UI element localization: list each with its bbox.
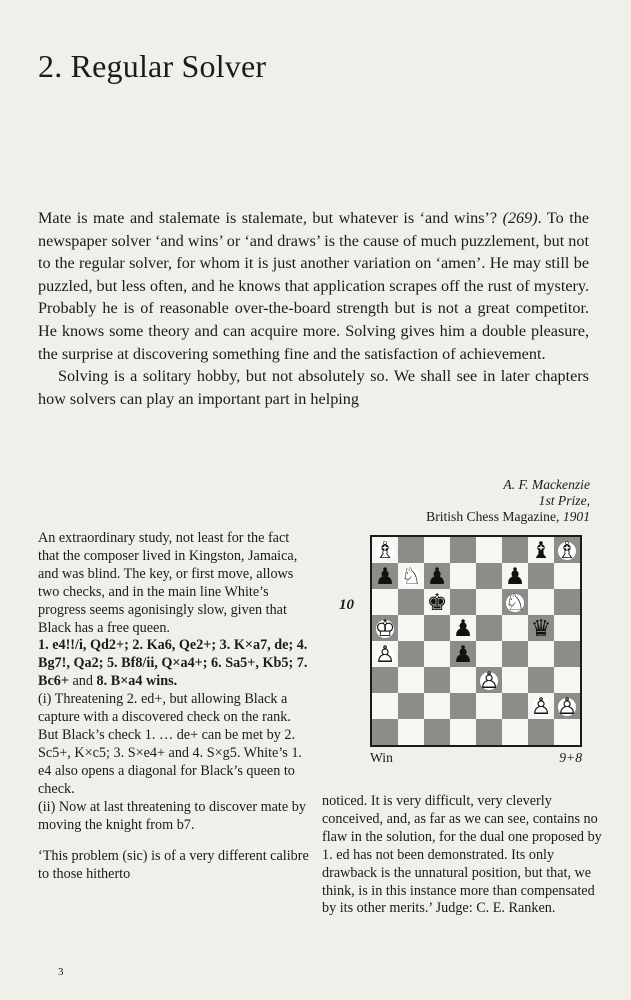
- main-line-joiner: and: [72, 673, 93, 690]
- board-square: [398, 719, 424, 745]
- board-square: [502, 537, 528, 563]
- note-i: (i) Threatening 2. ed+, but allowing Black a capture with a discovered check on the rank. But Black’s check 1. … de+ can be met by 2. Sc5+, K×c5; 3. S×e4+ and 4. S×g5. White’s 1. e4 also opens a diagonal for Black’s queen to check.: [38, 691, 302, 797]
- board-square: [398, 589, 424, 615]
- board-square: [554, 719, 580, 745]
- board-square: [424, 693, 450, 719]
- paragraph-1-start: Mate is mate and stalemate is stalemate, but whatever is ‘and wins’?: [38, 209, 498, 227]
- page-number: 3: [58, 966, 64, 978]
- right-column: [322, 793, 602, 918]
- board-square: [398, 615, 424, 641]
- board-square: [554, 615, 580, 641]
- composer-name: A. F. Mackenzie: [503, 477, 590, 492]
- board-square: [476, 537, 502, 563]
- source-line: [340, 509, 590, 525]
- diagram-number: 10: [339, 597, 354, 613]
- paragraph-2: Solving is a solitary hobby, but not absolutely so. We shall see in later chapters how solvers can play an important part in helping: [38, 367, 589, 408]
- black-pawn-icon: ♟: [452, 616, 474, 642]
- paragraph-1: [38, 207, 589, 365]
- diagram-caption: [340, 477, 590, 525]
- board-square: [476, 641, 502, 667]
- board-square: [398, 641, 424, 667]
- board-square: [476, 615, 502, 641]
- left-column: [38, 530, 310, 884]
- chess-diagram: [370, 535, 582, 747]
- board-square: [502, 641, 528, 667]
- main-line-finish: 8. B×a4 wins.: [96, 673, 178, 690]
- board-square: [554, 667, 580, 693]
- white-bishop-icon: ♗: [556, 538, 578, 564]
- board-square: [528, 563, 554, 589]
- white-knight-icon: ♘: [504, 590, 526, 616]
- board-square: [424, 719, 450, 745]
- chessboard: [372, 537, 580, 745]
- board-square: [398, 667, 424, 693]
- black-pawn-icon: ♟: [374, 564, 396, 590]
- board-square: [502, 719, 528, 745]
- paragraph-1-rest: . To the newspaper solver ‘and wins’ or ‘and draws’ is the cause of much puzzlement, but not to the regular solver, for whom it is just another variation on ‘amen’. He may still be puzzled, but less often, and he knows that application scrapes off the rust of mystery. Probably he is of reasonable over-the-board strength but is not a great competitor. He knows some theory and can acquire more. Solving gives him a double pleasure, the surprise at discovering something fine and the satisfaction of achievement.: [38, 209, 589, 363]
- board-square: [424, 667, 450, 693]
- board-square: [398, 693, 424, 719]
- board-square: [528, 667, 554, 693]
- black-queen-icon: ♛: [530, 616, 552, 642]
- board-square: [528, 589, 554, 615]
- board-square: [450, 693, 476, 719]
- white-knight-icon: ♘: [400, 564, 422, 590]
- source-year: 1901: [562, 509, 590, 524]
- white-bishop-icon: ♗: [374, 538, 396, 564]
- judge-quote-end: noticed. It is very difficult, very cleverly conceived, and, as far as we can see, contains no flaw in the solution, for the dual one proposed by 1. ed has not been demonstrated. Its only drawback is the unnatural position, but that, we think, is in this instance more than compensated by its other merits.’ Judge: C. E. Ranken.: [322, 793, 602, 917]
- board-square: [476, 719, 502, 745]
- note-ii: (ii) Now at last threatening to discover mate by moving the knight from b7.: [38, 798, 306, 833]
- stipulation: Win: [370, 750, 393, 765]
- board-square: [502, 693, 528, 719]
- black-pawn-icon: ♟: [426, 564, 448, 590]
- main-line-moves: 1. e4!!/i, Qd2+; 2. Ka6, Qe2+; 3. K×a7, de; 4. Bg7!, Qa2; 5. Bf8/ii, Q×a4+; 6. Sa5+, Kb5; 7. Bc6+: [38, 637, 308, 690]
- black-pawn-icon: ♟: [452, 642, 474, 668]
- main-line: [38, 637, 310, 691]
- board-square: [502, 667, 528, 693]
- main-body-text: [38, 207, 589, 410]
- board-square: [424, 537, 450, 563]
- black-king-icon: ♚: [426, 590, 448, 616]
- study-intro: An extraordinary study, not least for the fact that the composer lived in Kingston, Jamaica, and was blind. The key, or first move, allows two checks, and in the main line White’s progress seems agonisingly slow, given that Black has a free queen.: [38, 530, 298, 636]
- board-square: [554, 641, 580, 667]
- board-square: [528, 719, 554, 745]
- board-square: [372, 719, 398, 745]
- board-square: [424, 615, 450, 641]
- board-square: [476, 563, 502, 589]
- board-square: [450, 667, 476, 693]
- judge-quote-start: ‘This problem (sic) is of a very different calibre to those hitherto: [38, 848, 309, 883]
- chapter-title: 2. Regular Solver: [38, 48, 267, 84]
- white-pawn-icon: ♙: [478, 668, 500, 694]
- prize-label: 1st Prize,: [538, 493, 590, 508]
- white-pawn-icon: ♙: [556, 694, 578, 720]
- board-square: [450, 589, 476, 615]
- board-square: [554, 589, 580, 615]
- board-square: [554, 563, 580, 589]
- piece-count: 9+8: [559, 750, 582, 765]
- board-square: [476, 693, 502, 719]
- board-square: [528, 641, 554, 667]
- board-square: [424, 641, 450, 667]
- source-name: British Chess Magazine,: [426, 509, 560, 524]
- black-pawn-icon: ♟: [504, 564, 526, 590]
- board-square: [450, 719, 476, 745]
- board-square: [450, 563, 476, 589]
- board-square: [372, 693, 398, 719]
- white-king-icon: ♔: [374, 616, 396, 642]
- board-square: [372, 667, 398, 693]
- white-pawn-icon: ♙: [374, 642, 396, 668]
- board-square: [476, 589, 502, 615]
- board-square: [450, 537, 476, 563]
- problem-reference: (269): [502, 209, 538, 227]
- black-bishop-icon: ♝: [530, 538, 552, 564]
- board-square: [502, 615, 528, 641]
- board-square: [398, 537, 424, 563]
- white-pawn-icon: ♙: [530, 694, 552, 720]
- board-square: [372, 589, 398, 615]
